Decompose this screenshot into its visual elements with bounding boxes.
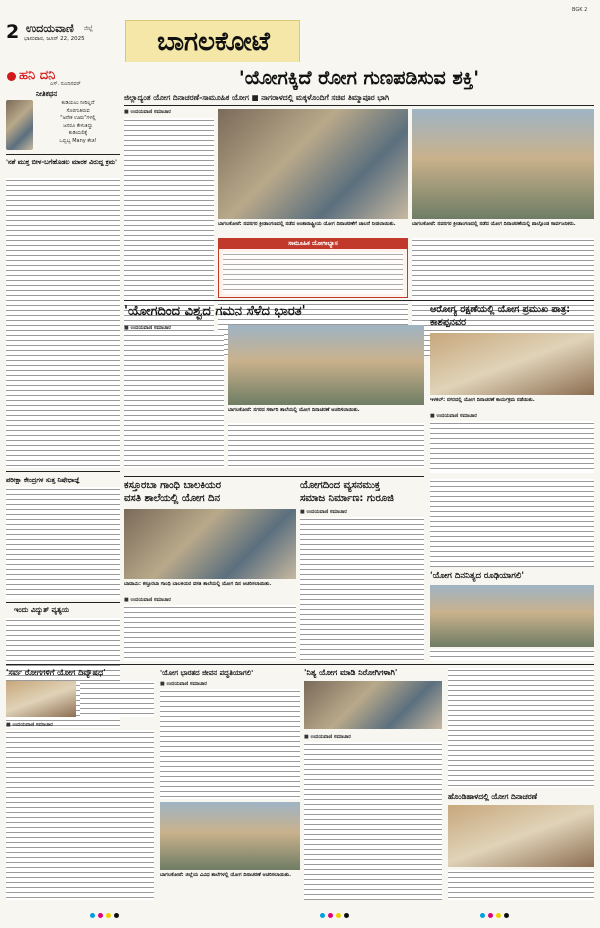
story-nitya <box>304 668 442 900</box>
story-body <box>124 333 224 468</box>
cmyk-dot <box>488 913 493 918</box>
story-body <box>228 423 424 468</box>
story-body <box>448 668 594 788</box>
divider <box>124 105 594 106</box>
photo-caption: ಇಳಕಲ್: ನಗರದಲ್ಲಿ ಯೋಗ ದಿನಾಚರಣೆ ಕಾರ್ಯಕ್ರಮ ನಡೆಯಿತು. <box>430 397 535 403</box>
photo-caption: ಬಾಗಲಕೋಟೆ: ನವನಗರ ಕ್ರೀಡಾಂಗಣದಲ್ಲಿ ನಡೆದ ಯೋಗ ದಿನಾಚರಣೆಯಲ್ಲಿ ಪಾಲ್ಗೊಂಡ ಸಾರ್ವಜನಿಕರು. <box>412 221 576 227</box>
divider <box>6 602 120 603</box>
story-headline: 'ನಿತ್ಯ ಯೋಗ ಮಾಡಿ ನಿರೋಗಿಗಳಾಗಿ' <box>304 668 398 677</box>
story-body <box>80 681 154 717</box>
story-vishwa <box>124 303 424 473</box>
story-photo <box>6 681 76 717</box>
brand-name: ಉದಯವಾಣಿ <box>26 22 74 35</box>
story-kasturba <box>124 479 296 661</box>
story-body <box>448 870 594 900</box>
story-headline: ಯೋಗದಿಂದ ವ್ಯಸನಮುಕ್ತ <box>300 480 381 491</box>
lead-deck: ಜಿಲ್ಲಾದ್ಯಂತ ಯೋಗ ದಿನಾಚರಣೆ-ಸಾಮೂಹಿಕ ಯೋಗ ■ ನಾಗರಾಳದಲ್ಲಿ ಮಕ್ಕಳೊಂದಿಗೆ ಸಚಿವ ತಿಮ್ಮಾಪೂರ ಭಾಗಿ <box>124 93 390 102</box>
page-header <box>0 0 600 62</box>
story-headline: ಕಸ್ತೂರಬಾ ಗಾಂಧಿ ಬಾಲಕಿಯರ <box>124 480 222 491</box>
section-title: ಬಾಗಲಕೋಟೆ <box>157 27 270 57</box>
story-vyasana <box>300 479 424 661</box>
byline: ■ ಉದಯವಾಣಿ ಸಮಾಚಾರ <box>430 413 477 419</box>
story-body <box>430 649 594 661</box>
byline: ■ ಉದಯವಾಣಿ ಸಮಾಚಾರ <box>124 597 171 603</box>
divider <box>6 471 120 472</box>
cmyk-dot <box>90 913 95 918</box>
cmyk-dot <box>328 913 333 918</box>
story-headline: 'ಯೋಗ ದಿನನಿತ್ಯದ ರೂಢಿಯಾಗಲಿ' <box>430 571 524 581</box>
divider <box>124 476 424 477</box>
byline: ■ ಉದಯವಾಣಿ ಸಮಾಚಾರ <box>124 325 171 331</box>
page-number: 2 <box>6 22 20 42</box>
story-body <box>124 605 296 661</box>
story-body <box>430 421 594 473</box>
story-headline: 'ಸರ್ವ ರೋಗಗಳಿಗೆ ಯೋಗ ದಿವ್ಯೌಷಧ' <box>6 668 106 677</box>
cmyk-dot <box>480 913 485 918</box>
story-body <box>6 487 120 599</box>
byline: ■ ಉದಯವಾಣಿ ಸಮಾಚಾರ <box>124 109 171 115</box>
photo-caption: ಬಾಗಲಕೋಟೆ: ಜಿಲ್ಲೆಯ ವಿವಿಧ ಶಾಲೆಗಳಲ್ಲಿ ಯೋಗ ದಿನಾಚರಣೆ ಆಚರಿಸಲಾಯಿತು. <box>160 872 292 878</box>
photo-caption: ಬಾದಾಮಿ: ಕಸ್ತೂರಬಾ ಗಾಂಧಿ ಬಾಲಕಿಯರ ವಸತಿ ಶಾಲೆಯಲ್ಲಿ ಯೋಗ ದಿನ ಆಚರಿಸಲಾಯಿತು. <box>124 581 272 587</box>
story-photo <box>160 802 300 870</box>
cmyk-dot <box>496 913 501 918</box>
column-dot-icon <box>7 72 16 81</box>
byline: ■ ಉದಯವಾಣಿ ಸಮಾಚಾರ <box>300 509 347 515</box>
lead-photo <box>412 109 594 219</box>
cmyk-dot <box>344 913 349 918</box>
poem-line: ಜನರೂ ಕೇಳುತಿದ್ದು <box>63 122 93 129</box>
columnist-photo <box>6 100 33 150</box>
cmyk-dot <box>114 913 119 918</box>
photo-caption: ಬಾಗಲಕೋಟೆ: ನವನಗರ ಕ್ರೀಡಾಂಗಣದಲ್ಲಿ ನಡೆದ ಅಂತಾರಾಷ್ಟ್ರೀಯ ಯೋಗ ದಿನಾಚರಣೆಗೆ ಚಾಲನೆ ನೀಡಲಾಯಿತು. <box>218 221 396 227</box>
poem-line: ಕುಡಿಯಲಿಕ್ಕೆ <box>68 130 88 136</box>
info-box <box>218 238 408 298</box>
masthead-section <box>125 20 300 62</box>
info-box-body <box>223 252 403 294</box>
story-hondi <box>448 668 594 900</box>
story-body <box>300 517 424 661</box>
divider <box>6 154 120 155</box>
divider <box>6 664 594 665</box>
story-photo <box>448 805 594 867</box>
story-headline: 'ನಶೆ ಮುಕ್ತ ಬೀಳ-ಬಗೆಹೊಡಲ ಮಾರಕ ವಿರುದ್ಧ ಕ್ರಮ' <box>6 158 118 166</box>
story-body <box>430 479 594 567</box>
columnist-name: ಎಸ್. ನುಂದಿನವರ್ <box>50 81 81 87</box>
honey-column-logo <box>6 66 120 88</box>
story-arogya <box>430 303 594 473</box>
story-photo <box>430 585 594 647</box>
info-box-title: ಸಾಮೂಹಿಕ ಯೋಗಾಭ್ಯಾಸ <box>219 239 407 249</box>
story-headline: 'ಯೋಗದಿಂದ ವಿಶ್ವದ ಗಮನ ಸೆಳೆದ ಭಾರತ' <box>124 304 306 319</box>
brand-sub: ಜಿಲ್ಲೆ <box>84 25 93 32</box>
cmyk-dot <box>320 913 325 918</box>
byline: ■ ಉದಯವಾಣಿ ಸಮಾಚಾರ <box>6 722 53 728</box>
column-tag: ನೀತಿಕಥನ <box>36 90 58 98</box>
story-body <box>304 742 442 900</box>
byline: ■ ಉದಯವಾಣಿ ಸಮಾಚಾರ <box>160 681 207 687</box>
poem-line: ಒಬ್ಬಿಬ್ಬ Many ಕೇಜಿ! <box>59 137 97 144</box>
story-photo <box>430 333 594 395</box>
lead-headline: 'ಯೋಗಕ್ಕಿದೆ ರೋಗ ಗುಣಪಡಿಸುವ ಶಕ್ತಿ' <box>238 67 480 89</box>
story-bharata <box>160 668 300 900</box>
photo-caption: ಬಾಗಲಕೋಟೆ: ನಗರದ ಸರ್ಕಾರಿ ಶಾಲೆಯಲ್ಲಿ ಯೋಗ ದಿನಾಚರಣೆ ಆಚರಿಸಲಾಯಿತು. <box>228 407 360 413</box>
story-body <box>6 730 154 900</box>
cmyk-dot <box>106 913 111 918</box>
divider <box>124 300 594 301</box>
print-registration-marks <box>90 912 510 920</box>
story-body <box>6 178 120 468</box>
story-yoga-routine <box>430 479 594 661</box>
story-photo <box>304 681 442 729</box>
cmyk-dot <box>336 913 341 918</box>
story-headline: ಸಮಾಜ ನಿರ್ಮಾಣ: ಗುರೂಜಿ <box>300 493 394 504</box>
column-name: ಹನಿ ದನಿ <box>19 68 56 83</box>
story-body <box>160 689 300 799</box>
column-poem <box>36 100 120 152</box>
cmyk-dot <box>98 913 103 918</box>
story-photo <box>228 325 424 405</box>
story-headline: ಪರೀಕ್ಷಾ ಕೇಂದ್ರಗಳ ಸುತ್ತ ನಿಷೇಧಾಜ್ಞೆ <box>6 476 80 484</box>
story-headline: 'ಯೋಗ ಭಾರತದ ಜೀವನ ಪದ್ಧತಿಯಾಗಲಿ' <box>160 669 254 677</box>
issue-date: ಭಾನುವಾರ, ಜೂನ್ 22, 2025 <box>24 36 85 42</box>
story-headline: ಇಂದು ವಿದ್ಯುತ್ ವ್ಯತ್ಯಯ <box>14 606 70 614</box>
story-headline: ಆರೋಗ್ಯ ರಕ್ಷಣೆಯಲ್ಲಿ ಯೋಗ ಪ್ರಮುಖ ಪಾತ್ರ: ಕಾಶಪ್ಪನವರ <box>430 304 571 328</box>
story-photo <box>124 509 296 579</box>
story-headline: ಹೊಂಡಿಹಾಳದಲ್ಲಿ ಯೋಗ ದಿನಾಚರಣೆ <box>448 792 538 801</box>
lead-photo <box>218 109 408 219</box>
story-sarpa <box>6 668 154 900</box>
edition-code: BGK 2 <box>572 7 588 13</box>
story-headline: ವಸತಿ ಶಾಲೆಯಲ್ಲಿ ಯೋಗ ದಿನ <box>124 493 221 504</box>
cmyk-dot <box>504 913 509 918</box>
poem-line: ಕುಡಿಯಲು ನೀರಿಲ್ಲದೆ <box>61 100 95 106</box>
byline: ■ ಉದಯವಾಣಿ ಸಮಾಚಾರ <box>304 734 351 740</box>
poem-line: ಸೊರಗುತಿರುವ <box>66 107 90 114</box>
poem-line: "ಅನೇಕ ಊರು"ಗಳಲ್ಲಿ <box>60 115 96 121</box>
